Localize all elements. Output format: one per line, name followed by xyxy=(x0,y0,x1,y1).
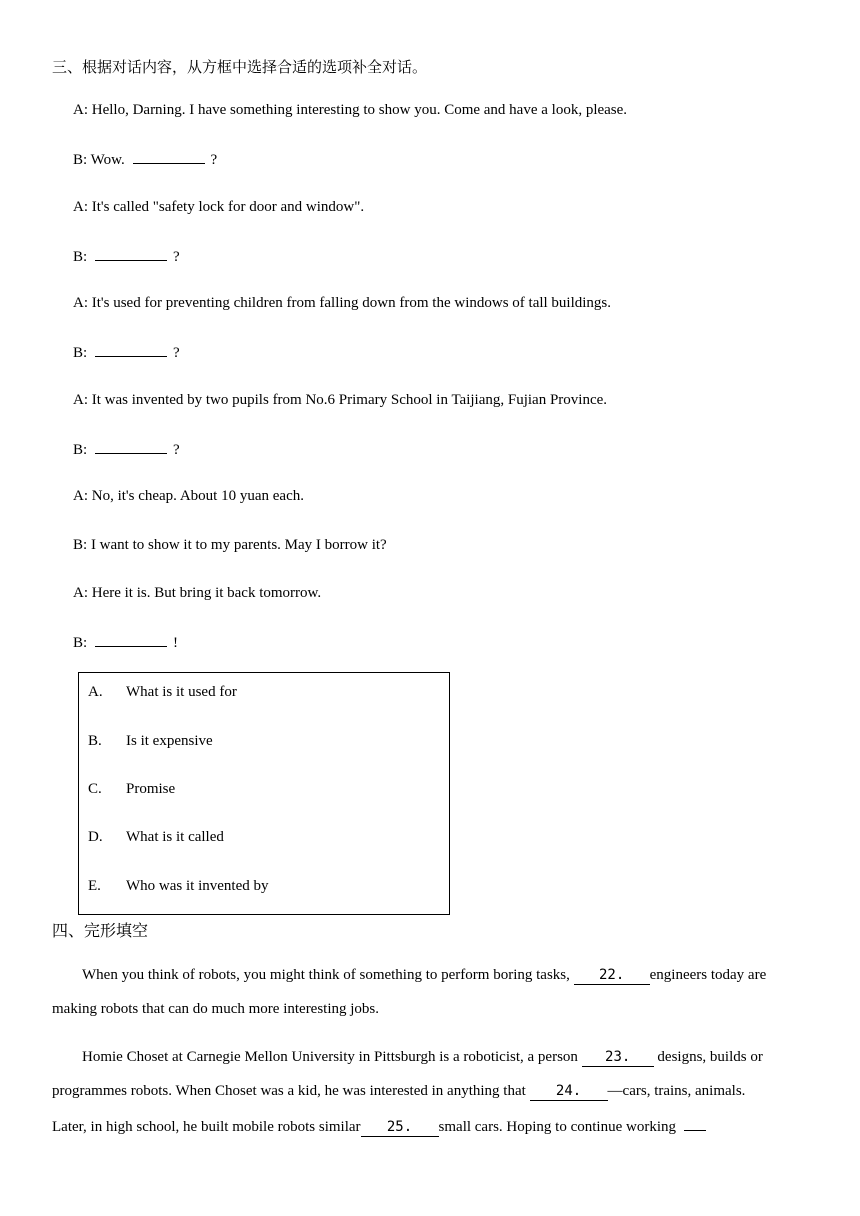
dialogue-text: I want to show it to my parents. May I borrow it? xyxy=(90,537,387,553)
answer-blank[interactable] xyxy=(95,631,167,647)
paragraph-2-line-1 xyxy=(52,1047,812,1067)
dialogue-line-12 xyxy=(73,631,178,653)
option-letter: A. xyxy=(88,684,103,700)
section-4-heading: 四、完形填空 xyxy=(52,921,149,940)
option-a[interactable] xyxy=(88,682,237,702)
cloze-blank-25[interactable]: 25. xyxy=(361,1119,439,1137)
cloze-blank-23[interactable]: 23. xyxy=(582,1049,654,1067)
dialogue-line-5 xyxy=(73,293,611,313)
speaker: A: xyxy=(73,295,88,311)
dialogue-punct: ? xyxy=(172,345,180,361)
paragraph-2-line-3 xyxy=(52,1115,812,1137)
option-text: Is it expensive xyxy=(126,733,213,749)
answer-blank[interactable] xyxy=(95,438,167,454)
passage-text: Homie Choset at Carnegie Mellon University in Pittsburgh is a roboticist, a person xyxy=(82,1049,578,1065)
dialogue-text: It was invented by two pupils from No.6 Primary School in Taijiang, Fujian Province. xyxy=(91,392,608,408)
paragraph-2-line-2 xyxy=(52,1081,812,1101)
speaker: A: xyxy=(73,392,88,408)
dialogue-text: Wow. xyxy=(90,152,125,168)
dialogue-text: Here it is. But bring it back tomorrow. xyxy=(91,585,322,601)
speaker: B: xyxy=(73,152,88,168)
option-letter: D. xyxy=(88,829,103,845)
dialogue-line-10 xyxy=(73,535,387,555)
option-letter: C. xyxy=(88,781,102,797)
dialogue-punct: ? xyxy=(172,442,180,458)
speaker: A: xyxy=(73,102,88,118)
dialogue-punct: ! xyxy=(172,635,178,651)
passage-text: programmes robots. When Choset was a kid, he was interested in anything that xyxy=(52,1083,526,1099)
dialogue-line-11 xyxy=(73,583,321,603)
option-c[interactable] xyxy=(88,779,175,799)
speaker: A: xyxy=(73,585,88,601)
dialogue-line-7 xyxy=(73,390,607,410)
passage-text: designs, builds or xyxy=(657,1049,763,1065)
cloze-blank-22[interactable]: 22. xyxy=(574,967,650,985)
speaker: B: xyxy=(73,442,88,458)
passage-text: making robots that can do much more interesting jobs. xyxy=(52,1001,380,1017)
options-box xyxy=(78,672,450,915)
section-3-heading: 三、根据对话内容，从方框中选择合适的选项补全对话。 xyxy=(52,58,428,76)
answer-blank[interactable] xyxy=(95,245,167,261)
option-b[interactable] xyxy=(88,731,213,751)
option-text: Who was it invented by xyxy=(126,878,269,894)
dialogue-line-6 xyxy=(73,341,180,363)
speaker: A: xyxy=(73,199,88,215)
option-d[interactable] xyxy=(88,827,224,847)
dialogue-line-3 xyxy=(73,197,364,217)
dialogue-punct: ? xyxy=(172,249,180,265)
option-text: What is it called xyxy=(126,829,224,845)
passage-text: —cars, trains, animals. xyxy=(607,1083,746,1099)
option-text: What is it used for xyxy=(126,684,237,700)
dialogue-text: It's called "safety lock for door and window". xyxy=(91,199,365,215)
dialogue-line-8 xyxy=(73,438,180,460)
dialogue-punct: ? xyxy=(210,152,218,168)
speaker: B: xyxy=(73,537,88,553)
dialogue-text: No, it's cheap. About 10 yuan each. xyxy=(91,488,304,504)
speaker: B: xyxy=(73,249,88,265)
dialogue-line-4 xyxy=(73,245,180,267)
dialogue-text: It's used for preventing children from falling down from the windows of tall buildings. xyxy=(91,295,612,311)
paragraph-1-line-2 xyxy=(52,999,812,1019)
answer-blank[interactable] xyxy=(95,341,167,357)
dialogue-line-1 xyxy=(73,100,627,120)
passage-text: small cars. Hoping to continue working xyxy=(438,1119,676,1135)
option-e[interactable] xyxy=(88,876,268,896)
cloze-blank-26-partial[interactable] xyxy=(684,1115,706,1131)
option-text: Promise xyxy=(126,781,176,797)
speaker: B: xyxy=(73,345,88,361)
answer-blank[interactable] xyxy=(133,148,205,164)
passage-text: Later, in high school, he built mobile robots similar xyxy=(52,1119,361,1135)
dialogue-text: Hello, Darning. I have something interesting to show you. Come and have a look, please. xyxy=(91,102,628,118)
dialogue-line-9 xyxy=(73,486,304,506)
passage-text: engineers today are xyxy=(649,967,767,983)
paragraph-1-line-1 xyxy=(52,965,812,985)
cloze-blank-24[interactable]: 24. xyxy=(530,1083,608,1101)
speaker: B: xyxy=(73,635,88,651)
option-letter: E. xyxy=(88,878,101,894)
dialogue-line-2 xyxy=(73,148,217,170)
speaker: A: xyxy=(73,488,88,504)
option-letter: B. xyxy=(88,733,102,749)
passage-text: When you think of robots, you might think of something to perform boring tasks, xyxy=(82,967,570,983)
